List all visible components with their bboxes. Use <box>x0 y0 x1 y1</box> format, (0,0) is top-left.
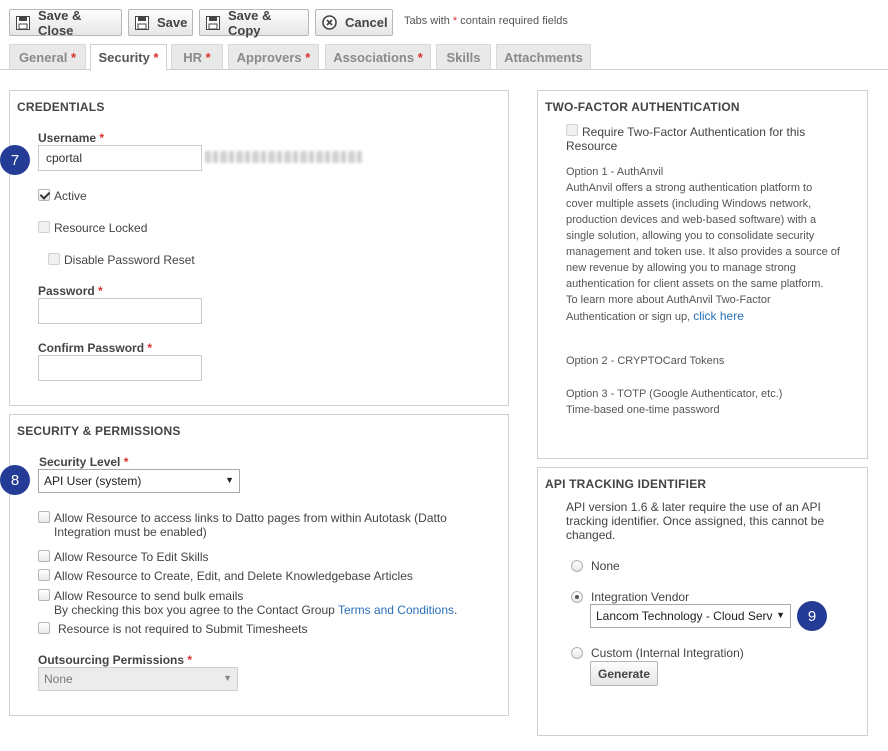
dropdown-arrow-icon: ▼ <box>223 673 232 683</box>
integration-vendor-label: Integration Vendor <box>591 590 690 604</box>
cancel-button[interactable] <box>315 9 393 36</box>
api-tracking-title: API TRACKING IDENTIFIER <box>545 477 707 491</box>
generate-button[interactable]: Generate <box>590 661 658 686</box>
save-copy-label: Save & Copy <box>228 7 272 38</box>
floppy-disk-icon <box>206 16 220 30</box>
confirm-password-label: Confirm Password * <box>38 341 153 355</box>
none-radio[interactable] <box>571 560 583 572</box>
floppy-disk-icon <box>135 16 149 30</box>
knowledgebase-checkbox[interactable] <box>38 569 50 581</box>
timesheets-checkbox[interactable] <box>38 622 50 634</box>
option1-line-9: Authentication or sign up, click here <box>566 309 744 323</box>
tab-skills[interactable]: Skills <box>436 44 491 69</box>
resource-locked-checkbox[interactable] <box>38 221 50 233</box>
require-2fa-label-line1: Require Two-Factor Authentication for this <box>582 125 806 139</box>
option1-line-5: management and token use. It also provides a source of <box>566 246 840 258</box>
tab-attachments[interactable]: Attachments <box>496 44 591 69</box>
dropdown-arrow-icon: ▼ <box>776 610 785 620</box>
cancel-circle-icon <box>322 15 337 30</box>
option1-line-2: cover multiple assets (including Windows network, <box>566 198 812 210</box>
option1-line-6: new revenue by allowing you to manage strong <box>566 262 796 274</box>
none-radio-label: None <box>591 559 620 573</box>
edit-skills-label: Allow Resource To Edit Skills <box>54 550 209 564</box>
username-input[interactable] <box>38 145 202 171</box>
two-factor-title: TWO-FACTOR AUTHENTICATION <box>545 100 740 114</box>
active-checkbox[interactable] <box>38 189 50 201</box>
datto-links-checkbox[interactable] <box>38 511 50 523</box>
bulk-emails-checkbox[interactable] <box>38 589 50 601</box>
api-desc-line-2: tracking identifier. Once assigned, this cannot be <box>566 514 825 528</box>
tab-associations[interactable]: Associations * <box>325 44 431 69</box>
save-copy-button[interactable] <box>199 9 309 36</box>
callout-9: 9 <box>797 601 827 631</box>
disable-password-reset-label: Disable Password Reset <box>64 253 195 267</box>
option1-line-4: single solution, allowing you to consolidate security <box>566 230 815 242</box>
timesheets-label: Resource is not required to Submit Timesheets <box>58 622 308 636</box>
password-input[interactable] <box>38 298 202 324</box>
outsourcing-label: Outsourcing Permissions * <box>38 653 193 667</box>
required-fields-note: Tabs with * contain required fields <box>404 15 568 27</box>
save-close-button[interactable] <box>9 9 122 36</box>
click-here-link[interactable]: click here <box>693 309 744 323</box>
cancel-label: Cancel <box>345 15 388 30</box>
custom-integration-radio[interactable] <box>571 647 583 659</box>
require-2fa-label-line2: Resource <box>566 139 618 153</box>
disable-password-reset-checkbox[interactable] <box>48 253 60 265</box>
username-label: Username * <box>38 131 105 145</box>
terms-conditions-link[interactable]: Terms and Conditions <box>337 603 455 617</box>
confirm-password-input[interactable] <box>38 355 202 381</box>
save-label: Save <box>157 15 188 30</box>
integration-vendor-select[interactable]: Lancom Technology - Cloud Serv ▼ <box>590 604 791 628</box>
option1-title: Option 1 - AuthAnvil <box>566 166 664 178</box>
option3-title: Option 3 - TOTP (Google Authenticator, etc.) <box>566 388 783 400</box>
save-close-label: Save & Close <box>38 7 82 38</box>
option1-line-3: production devices and web-based software) with a <box>566 214 817 226</box>
api-desc-line-1: API version 1.6 & later require the use of an API <box>566 500 821 514</box>
bulk-emails-label: Allow Resource to send bulk emails <box>54 589 244 603</box>
edit-skills-checkbox[interactable] <box>38 550 50 562</box>
option1-line-7: authentication for client assets on the same platform. <box>566 278 824 290</box>
security-permissions-title: SECURITY & PERMISSIONS <box>17 424 181 438</box>
credentials-title: CREDENTIALS <box>17 100 105 114</box>
option2-title: Option 2 - CRYPTOCard Tokens <box>566 355 725 367</box>
security-level-label: Security Level * <box>39 455 129 469</box>
resource-locked-label: Resource Locked <box>54 221 148 235</box>
tab-hr[interactable]: HR * <box>171 44 223 69</box>
dropdown-arrow-icon: ▼ <box>225 475 234 485</box>
option3-desc: Time-based one-time password <box>566 404 720 416</box>
tab-security[interactable]: Security * <box>90 44 167 71</box>
tab-general[interactable]: General * <box>9 44 86 69</box>
option1-line-8: To learn more about AuthAnvil Two-Factor <box>566 294 771 306</box>
require-2fa-checkbox[interactable] <box>566 124 578 136</box>
security-level-select[interactable]: API User (system) ▼ <box>38 469 240 493</box>
callout-7: 7 <box>0 145 30 175</box>
redacted-text <box>205 151 363 163</box>
datto-links-label-line1: Allow Resource to access links to Datto pages from within Autotask (Datto <box>54 511 447 525</box>
floppy-disk-icon <box>16 16 30 30</box>
integration-vendor-radio[interactable] <box>571 591 583 603</box>
api-desc-line-3: changed. <box>566 528 616 542</box>
outsourcing-select[interactable]: None ▼ <box>38 667 238 691</box>
custom-integration-label: Custom (Internal Integration) <box>591 646 744 660</box>
tab-approvers[interactable]: Approvers * <box>228 44 319 69</box>
datto-links-label-line2: Integration must be enabled) <box>54 525 207 539</box>
knowledgebase-label: Allow Resource to Create, Edit, and Delete Knowledgebase Articles <box>54 569 413 583</box>
active-label: Active <box>54 189 87 203</box>
bulk-emails-terms-note: By checking this box you agree to the Contact Group Terms and Conditions. <box>54 603 458 617</box>
save-button[interactable] <box>128 9 193 36</box>
callout-8: 8 <box>0 465 30 495</box>
option1-line-1: AuthAnvil offers a strong authentication platform to <box>566 182 813 194</box>
password-label: Password * <box>38 284 103 298</box>
